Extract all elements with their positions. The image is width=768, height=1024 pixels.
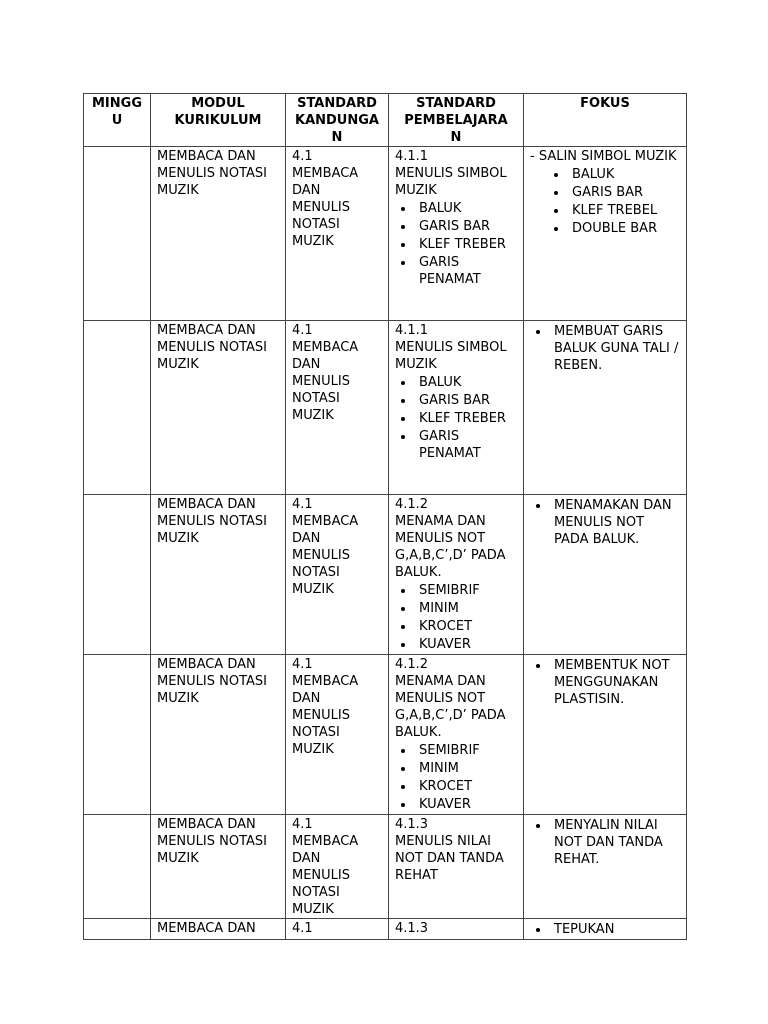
fokus-list (530, 166, 680, 237)
list-item: • GARIS PENAMAT (415, 428, 517, 462)
pembelajaran-text: MENULIS SIMBOL MUZIK (395, 340, 507, 372)
table-row (84, 815, 687, 919)
list-item: • MINIM (415, 600, 517, 617)
header-standard-kandungan: STANDARD KANDUNGA N (286, 94, 389, 147)
fokus-cell (524, 321, 687, 495)
kandungan-text: 4.1 MEMBACA DAN MENULIS NOTASI MUZIK (292, 817, 359, 917)
pembelajaran-text: MENULIS NILAI NOT DAN TANDA REHAT (395, 834, 504, 883)
list-item: • DOUBLE BAR (568, 220, 680, 237)
list-item: • BALUK (415, 374, 517, 391)
pembelajaran-code: 4.1.1 (395, 323, 429, 338)
list-item: • KROCET (415, 778, 517, 795)
list-item: • GARIS BAR (568, 184, 680, 201)
table-row (84, 919, 687, 940)
fokus-text: - SALIN SIMBOL MUZIK (530, 149, 677, 164)
modul-cell (151, 321, 286, 495)
minggu-cell (84, 919, 151, 940)
kandungan-cell (286, 655, 389, 815)
kandungan-text: 4.1 (292, 921, 313, 936)
pembelajaran-code: 4.1.3 (395, 921, 429, 936)
fokus-list (530, 323, 680, 374)
list-item: • MINIM (415, 760, 517, 777)
fokus-cell (524, 495, 687, 655)
pembelajaran-cell (389, 655, 524, 815)
fokus-list (530, 817, 680, 868)
header-modul-kurikulum: MODUL KURIKULUM (151, 94, 286, 147)
modul-cell (151, 919, 286, 940)
header-fokus: FOKUS (524, 94, 687, 147)
list-item: • BALUK (415, 200, 517, 217)
list-item: • GARIS BAR (415, 392, 517, 409)
fokus-cell (524, 147, 687, 321)
kandungan-text: 4.1 MEMBACA DAN MENULIS NOTASI MUZIK (292, 149, 359, 249)
pembelajaran-text: MENAMA DAN MENULIS NOT G,A,B,C’,D’ PADA BALUK. (395, 674, 506, 740)
header-row (84, 94, 687, 147)
fokus-cell (524, 919, 687, 940)
pembelajaran-cell (389, 147, 524, 321)
kandungan-text: 4.1 MEMBACA DAN MENULIS NOTASI MUZIK (292, 323, 359, 423)
pembelajaran-cell (389, 919, 524, 940)
pembelajaran-code: 4.1.1 (395, 149, 429, 164)
kandungan-cell (286, 815, 389, 919)
list-item: • KUAVER (415, 796, 517, 813)
modul-text: MEMBACA DAN MENULIS NOTASI MUZIK (157, 817, 267, 866)
table-row (84, 321, 687, 495)
curriculum-table (83, 93, 687, 940)
pembelajaran-code: 4.1.2 (395, 657, 429, 672)
list-item: • KROCET (415, 618, 517, 635)
pembelajaran-cell (389, 495, 524, 655)
kandungan-cell (286, 919, 389, 940)
list-item: • TEPUKAN (550, 921, 680, 938)
pembelajaran-cell (389, 321, 524, 495)
list-item: • KUAVER (415, 636, 517, 653)
pembelajaran-text: MENAMA DAN MENULIS NOT G,A,B,C’,D’ PADA BALUK. (395, 514, 506, 580)
list-item: • MENAMAKAN DAN MENULIS NOT PADA BALUK. (550, 497, 680, 548)
list-item: • MEMBENTUK NOT MENGGUNAKAN PLASTISIN. (550, 657, 680, 708)
pembelajaran-list (395, 742, 517, 813)
minggu-cell (84, 655, 151, 815)
pembelajaran-code: 4.1.3 (395, 817, 429, 832)
fokus-list (530, 497, 680, 548)
pembelajaran-list (395, 374, 517, 462)
fokus-list (530, 657, 680, 708)
modul-cell (151, 655, 286, 815)
table-row (84, 495, 687, 655)
header-standard-pembelajaran: STANDARD PEMBELAJARA N (389, 94, 524, 147)
modul-cell (151, 815, 286, 919)
list-item: • SEMIBRIF (415, 582, 517, 599)
modul-cell (151, 147, 286, 321)
list-item: • GARIS BAR (415, 218, 517, 235)
modul-text: MEMBACA DAN MENULIS NOTASI MUZIK (157, 323, 267, 372)
modul-text: MEMBACA DAN (157, 921, 256, 936)
table-row (84, 655, 687, 815)
pembelajaran-list (395, 200, 517, 288)
list-item: • BALUK (568, 166, 680, 183)
table-body (84, 147, 687, 940)
minggu-cell (84, 495, 151, 655)
kandungan-cell (286, 321, 389, 495)
header-minggu: MINGG U (84, 94, 151, 147)
table-row (84, 147, 687, 321)
modul-cell (151, 495, 286, 655)
list-item: • KLEF TREBER (415, 410, 517, 427)
pembelajaran-text: MENULIS SIMBOL MUZIK (395, 166, 507, 198)
modul-text: MEMBACA DAN MENULIS NOTASI MUZIK (157, 149, 267, 198)
fokus-cell (524, 815, 687, 919)
list-item: • KLEF TREBER (415, 236, 517, 253)
fokus-cell (524, 655, 687, 815)
kandungan-text: 4.1 MEMBACA DAN MENULIS NOTASI MUZIK (292, 657, 359, 757)
list-item: • KLEF TREBEL (568, 202, 680, 219)
list-item: • GARIS PENAMAT (415, 254, 517, 288)
kandungan-cell (286, 147, 389, 321)
minggu-cell (84, 147, 151, 321)
list-item: • SEMIBRIF (415, 742, 517, 759)
modul-text: MEMBACA DAN MENULIS NOTASI MUZIK (157, 497, 267, 546)
pembelajaran-code: 4.1.2 (395, 497, 429, 512)
pembelajaran-list (395, 582, 517, 653)
kandungan-cell (286, 495, 389, 655)
pembelajaran-cell (389, 815, 524, 919)
list-item: • MEMBUAT GARIS BALUK GUNA TALI / REBEN. (550, 323, 680, 374)
minggu-cell (84, 321, 151, 495)
fokus-list (530, 921, 680, 938)
kandungan-text: 4.1 MEMBACA DAN MENULIS NOTASI MUZIK (292, 497, 359, 597)
minggu-cell (84, 815, 151, 919)
list-item: • MENYALIN NILAI NOT DAN TANDA REHAT. (550, 817, 680, 868)
modul-text: MEMBACA DAN MENULIS NOTASI MUZIK (157, 657, 267, 706)
